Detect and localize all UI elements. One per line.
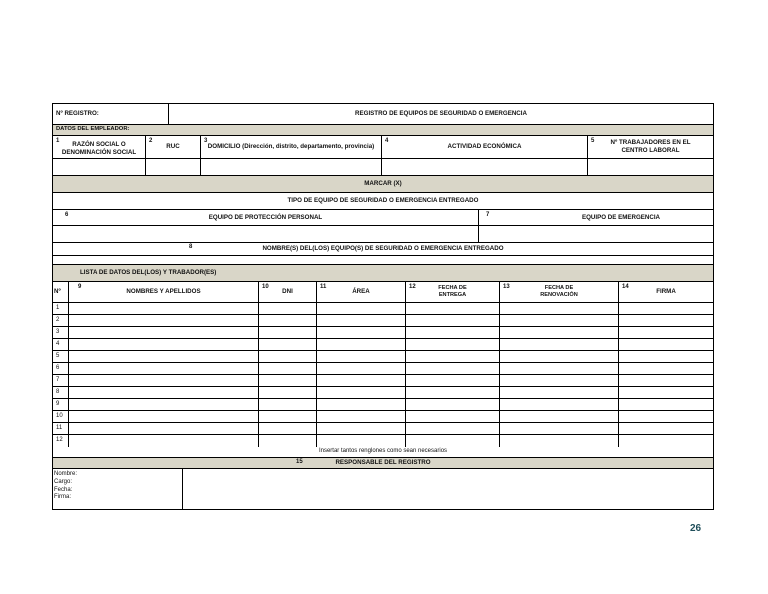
col-header-nombres: 9 NOMBRES Y APELLIDOS: [69, 282, 259, 302]
cell-nombres[interactable]: [69, 399, 259, 410]
cell-no: 11: [53, 423, 69, 434]
cell-no: 8: [53, 387, 69, 398]
employer-field-razon-social: 1 RAZÓN SOCIAL O DENOMINACIÓN SOCIAL: [53, 136, 146, 158]
cell-nombres[interactable]: [69, 435, 259, 447]
cell-fecha-entrega[interactable]: [406, 375, 500, 386]
cell-fecha-entrega[interactable]: [406, 411, 500, 422]
cell-area[interactable]: [317, 303, 406, 314]
workers-table-header: [53, 282, 713, 303]
cell-fecha-entrega[interactable]: [406, 339, 500, 350]
cell-area[interactable]: [317, 435, 406, 447]
cell-nombres[interactable]: [69, 423, 259, 434]
cell-dni[interactable]: [259, 411, 317, 422]
page-number: 26: [690, 523, 702, 534]
cell-fecha-renovacion[interactable]: [500, 423, 619, 434]
cell-nombres[interactable]: [69, 327, 259, 338]
table-row: [53, 327, 713, 339]
trabajadores-value[interactable]: [588, 159, 713, 175]
cell-no: 3: [53, 327, 69, 338]
date-label: Fecha:: [54, 486, 73, 493]
table-row: [53, 387, 713, 399]
workers-list-label: LISTA DE DATOS DEL(LOS) Y TRABADOR(ES): [80, 269, 217, 277]
col-header-fecha-entrega: 12 FECHA DE ENTREGA: [406, 282, 500, 302]
equipment-category-row: [53, 210, 713, 226]
responsible-header-row: [53, 458, 713, 469]
cell-fecha-renovacion[interactable]: [500, 387, 619, 398]
cell-nombres[interactable]: [69, 339, 259, 350]
cell-area[interactable]: [317, 327, 406, 338]
actividad-value[interactable]: [382, 159, 588, 175]
col-header-no: Nº: [53, 282, 69, 302]
col-header-dni: 10 DNI: [259, 282, 317, 302]
table-row: [53, 339, 713, 351]
cell-area[interactable]: [317, 363, 406, 374]
table-row: [53, 351, 713, 363]
employer-fields-row: [53, 136, 713, 159]
cell-fecha-entrega[interactable]: [406, 351, 500, 362]
equipment-names-value[interactable]: [53, 256, 713, 264]
table-row: [53, 399, 713, 411]
emergency-header: 7 EQUIPO DE EMERGENCIA: [486, 212, 661, 221]
employer-field-domicilio: 3 DOMICILIO (Dirección, distrito, departamento, provincia): [201, 136, 382, 158]
cell-nombres[interactable]: [69, 363, 259, 374]
cell-no: 2: [53, 315, 69, 326]
employer-field-ruc: 2 RUC: [146, 136, 201, 158]
cell-firma[interactable]: [619, 411, 713, 422]
responsible-labels: [53, 469, 183, 509]
cell-fecha-entrega[interactable]: [406, 315, 500, 326]
equipment-category-values-row: [53, 226, 713, 243]
signature-label: Firma:: [54, 494, 71, 501]
header-row: [53, 104, 713, 125]
cell-dni[interactable]: [259, 399, 317, 410]
cell-fecha-renovacion[interactable]: [500, 315, 619, 326]
cell-nombres[interactable]: [69, 315, 259, 326]
equipment-type-label: TIPO DE EQUIPO DE SEGURIDAD O EMERGENCIA ENTREGADO: [287, 197, 479, 205]
cell-fecha-renovacion[interactable]: [500, 363, 619, 374]
cell-fecha-entrega[interactable]: [406, 363, 500, 374]
marcar-row: [53, 176, 713, 193]
cell-firma[interactable]: [619, 399, 713, 410]
cell-area[interactable]: [317, 387, 406, 398]
cell-no: 9: [53, 399, 69, 410]
cell-dni[interactable]: [259, 363, 317, 374]
cell-firma[interactable]: [619, 363, 713, 374]
cell-fecha-entrega[interactable]: [406, 399, 500, 410]
responsible-header: 15 RESPONSABLE DEL REGISTRO: [296, 459, 431, 467]
equipment-names-row: [53, 243, 713, 256]
cell-fecha-entrega[interactable]: [406, 387, 500, 398]
cell-firma[interactable]: [619, 423, 713, 434]
ppe-checkbox-cell[interactable]: [53, 226, 479, 242]
cell-fecha-entrega[interactable]: [406, 423, 500, 434]
insert-note: Insertar tantos renglones como sean necesarios: [318, 448, 448, 455]
ppe-header: 6 EQUIPO DE PROTECCIÓN PERSONAL: [53, 210, 479, 225]
cell-fecha-renovacion[interactable]: [500, 411, 619, 422]
table-row: [53, 423, 713, 435]
cell-firma[interactable]: [619, 375, 713, 386]
worker-rows: [53, 303, 713, 447]
cell-dni[interactable]: [259, 351, 317, 362]
cell-firma[interactable]: [619, 327, 713, 338]
cell-nombres[interactable]: [69, 375, 259, 386]
table-row: [53, 375, 713, 387]
cell-firma[interactable]: [619, 339, 713, 350]
marcar-label: MARCAR (X): [364, 180, 402, 188]
cell-firma[interactable]: [619, 435, 713, 447]
razon-social-value[interactable]: [53, 159, 146, 175]
cell-fecha-entrega[interactable]: [406, 327, 500, 338]
cell-fecha-entrega[interactable]: [406, 303, 500, 314]
cell-area[interactable]: [317, 339, 406, 350]
cell-firma[interactable]: [619, 303, 713, 314]
cell-fecha-renovacion[interactable]: [500, 327, 619, 338]
cell-fecha-renovacion[interactable]: [500, 399, 619, 410]
cell-dni[interactable]: [259, 375, 317, 386]
cell-area[interactable]: [317, 375, 406, 386]
cell-nombres[interactable]: [69, 351, 259, 362]
employer-field-trabajadores: 5 Nº TRABAJADORES EN EL CENTRO LABORAL: [591, 138, 691, 154]
cell-no: 12: [53, 435, 69, 447]
cell-dni[interactable]: [259, 339, 317, 350]
cell-nombres[interactable]: [69, 411, 259, 422]
position-label: Cargo:: [54, 478, 73, 485]
cell-fecha-entrega[interactable]: [406, 435, 500, 447]
cell-firma[interactable]: [619, 315, 713, 326]
cell-firma[interactable]: [619, 387, 713, 398]
responsible-signature-area[interactable]: [183, 469, 713, 509]
responsible-data-row: [53, 469, 713, 509]
equipment-names-header: 8 NOMBRE(S) DEL(LOS) EQUIPO(S) DE SEGURIDAD O EMERGENCIA ENTREGADO: [189, 244, 504, 253]
cell-dni[interactable]: [259, 423, 317, 434]
insert-note-row: [53, 447, 713, 458]
cell-no: 10: [53, 411, 69, 422]
workers-list-row: [53, 265, 713, 282]
cell-fecha-renovacion[interactable]: [500, 339, 619, 350]
equipment-type-row: [53, 193, 713, 210]
employer-values-row: [53, 159, 713, 176]
cell-dni[interactable]: [259, 435, 317, 447]
emergency-checkbox-cell[interactable]: [479, 226, 713, 242]
cell-firma[interactable]: [619, 351, 713, 362]
cell-dni[interactable]: [259, 387, 317, 398]
registry-form: [52, 103, 714, 510]
cell-area[interactable]: [317, 351, 406, 362]
table-row: [53, 411, 713, 423]
employer-section-row: [53, 125, 713, 136]
cell-nombres[interactable]: [69, 387, 259, 398]
table-row: [53, 435, 713, 447]
cell-area[interactable]: [317, 423, 406, 434]
col-header-area: 11 ÁREA: [317, 282, 406, 302]
cell-nombres[interactable]: [69, 303, 259, 314]
cell-dni[interactable]: [259, 315, 317, 326]
cell-area[interactable]: [317, 399, 406, 410]
col-header-fecha-renovacion: 13 FECHA DE RENOVACIÓN: [500, 282, 619, 302]
equipment-names-value-row: [53, 256, 713, 265]
cell-dni[interactable]: [259, 303, 317, 314]
cell-fecha-renovacion[interactable]: [500, 303, 619, 314]
cell-no: 6: [53, 363, 69, 374]
ruc-value[interactable]: [146, 159, 201, 175]
form-title: REGISTRO DE EQUIPOS DE SEGURIDAD O EMERGENCIA: [355, 110, 527, 118]
cell-area[interactable]: [317, 315, 406, 326]
col-header-firma: 14 FIRMA: [622, 284, 676, 296]
employer-section-label: DATOS DEL EMPLEADOR:: [56, 126, 130, 133]
table-row: [53, 363, 713, 375]
domicilio-value[interactable]: [201, 159, 382, 175]
cell-area[interactable]: [317, 411, 406, 422]
registry-no-label: Nº REGISTRO:: [53, 104, 169, 124]
cell-fecha-renovacion[interactable]: [500, 435, 619, 447]
cell-no: 1: [53, 303, 69, 314]
cell-fecha-renovacion[interactable]: [500, 375, 619, 386]
cell-dni[interactable]: [259, 327, 317, 338]
name-label: Nombre:: [54, 471, 78, 477]
table-row: [53, 315, 713, 327]
employer-field-actividad: 4 ACTIVIDAD ECONÓMICA: [382, 136, 588, 158]
cell-no: 4: [53, 339, 69, 350]
cell-no: 7: [53, 375, 69, 386]
table-row: [53, 303, 713, 315]
cell-fecha-renovacion[interactable]: [500, 351, 619, 362]
cell-no: 5: [53, 351, 69, 362]
